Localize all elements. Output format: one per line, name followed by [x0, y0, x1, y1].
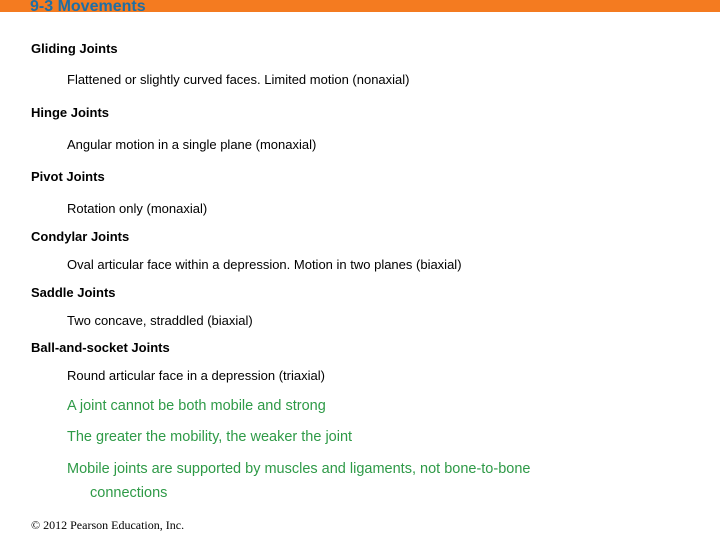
joint-description-ball-and-socket: Round articular face in a depression (triaxial) [67, 368, 325, 383]
slide-title: 9-3 Movements [30, 0, 146, 15]
note-line: Mobile joints are supported by muscles and ligaments, not bone-to-bone [67, 461, 531, 477]
joint-description-saddle: Two concave, straddled (biaxial) [67, 313, 253, 328]
note-line: The greater the mobility, the weaker the joint [67, 429, 353, 445]
joint-heading-hinge: Hinge Joints [31, 105, 110, 120]
note-line: A joint cannot be both mobile and strong [67, 398, 326, 414]
joint-description-hinge: Angular motion in a single plane (monaxial) [67, 137, 317, 152]
joint-description-gliding: Flattened or slightly curved faces. Limited motion (nonaxial) [67, 72, 410, 87]
joint-heading-condylar: Condylar Joints [31, 229, 130, 244]
joint-description-pivot: Rotation only (monaxial) [67, 201, 208, 216]
note-joint-support [67, 457, 627, 505]
joint-description-condylar: Oval articular face within a depression. Motion in two planes (biaxial) [67, 257, 462, 272]
note-mobility-weakness [67, 425, 627, 449]
joint-heading-saddle: Saddle Joints [31, 285, 116, 300]
copyright-footer: © 2012 Pearson Education, Inc. [31, 518, 185, 532]
joint-heading-pivot: Pivot Joints [31, 169, 105, 184]
note-line-continued: connections [90, 485, 168, 501]
joint-heading-ball-and-socket: Ball-and-socket Joints [31, 340, 170, 355]
joint-heading-gliding: Gliding Joints [31, 41, 118, 56]
note-mobility-strength [67, 394, 627, 418]
